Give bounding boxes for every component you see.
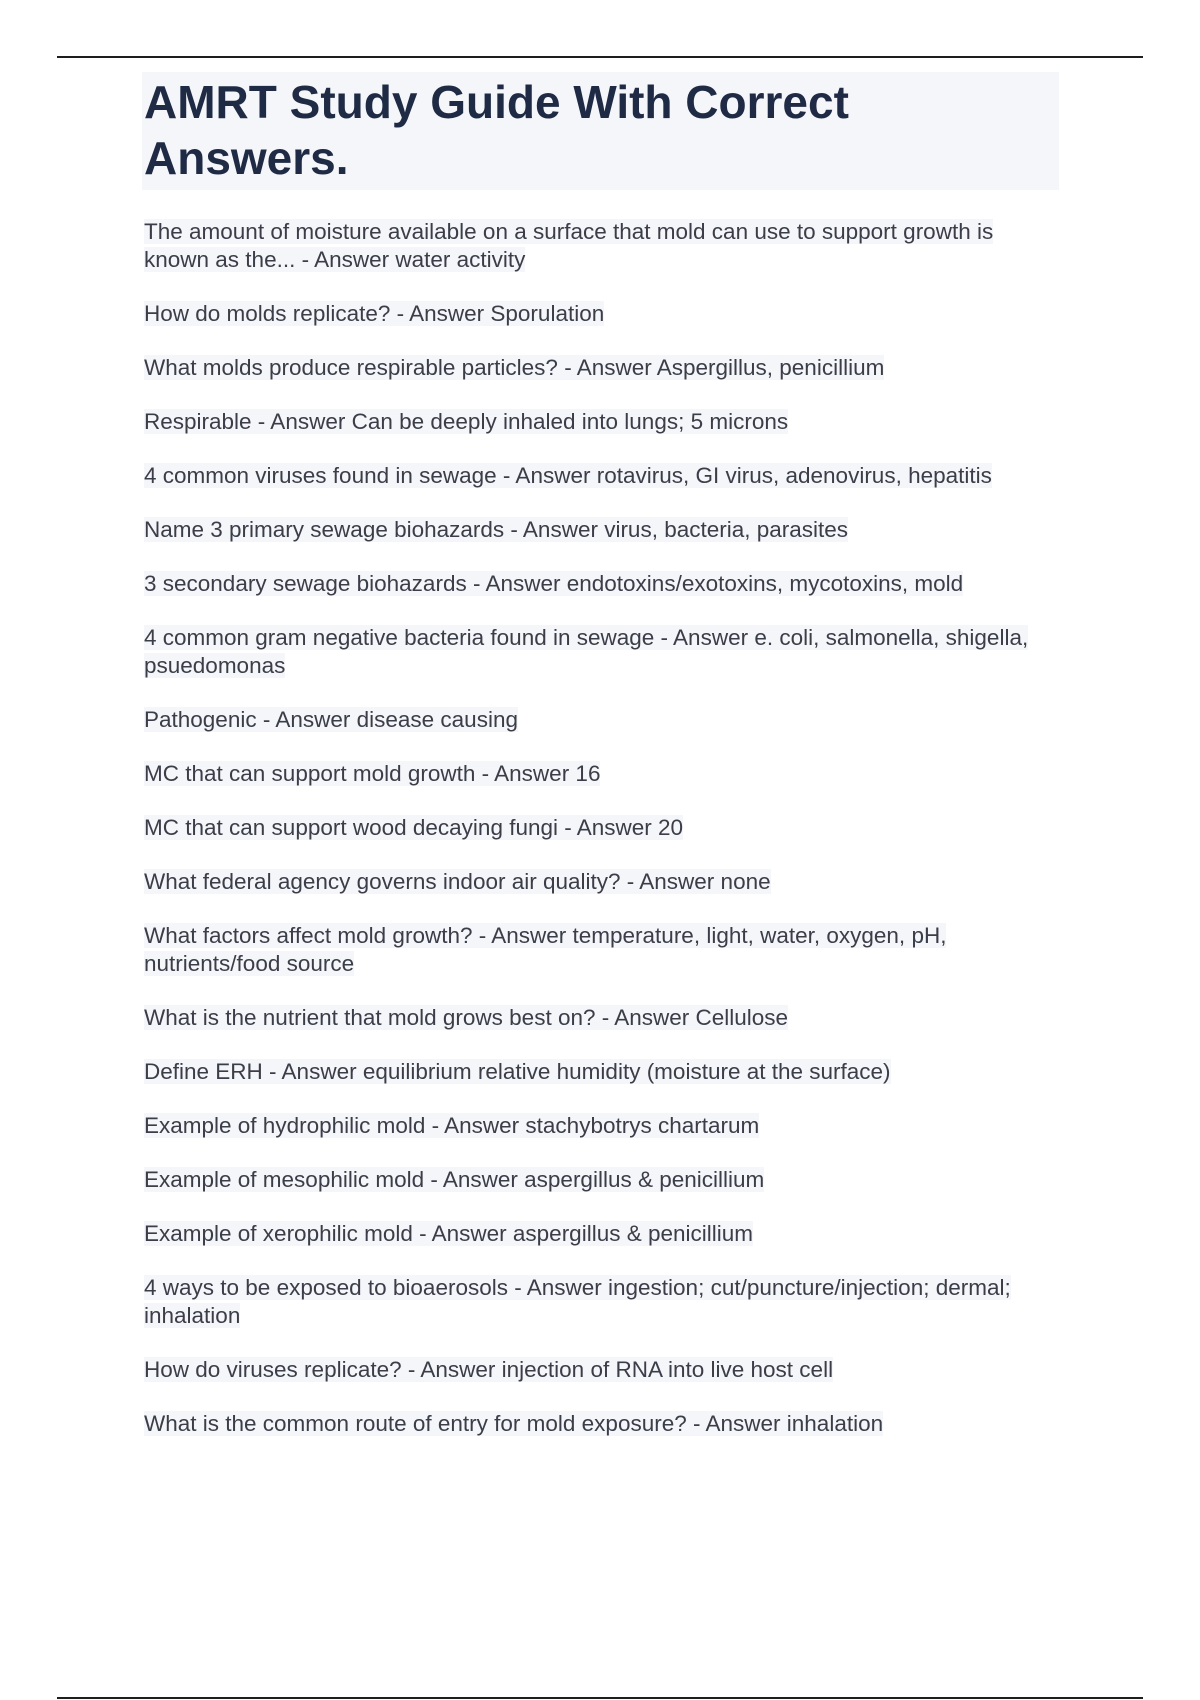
qa-text: The amount of moisture available on a surface that mold can use to support growth is known as the... - Answer water activity bbox=[144, 219, 994, 272]
qa-item bbox=[144, 922, 1059, 978]
top-rule bbox=[57, 56, 1143, 58]
qa-item bbox=[144, 408, 1059, 436]
qa-text: Pathogenic - Answer disease causing bbox=[144, 707, 518, 732]
qa-text: 4 common viruses found in sewage - Answer rotavirus, GI virus, adenovirus, hepatitis bbox=[144, 463, 992, 488]
qa-text: Name 3 primary sewage biohazards - Answer virus, bacteria, parasites bbox=[144, 517, 849, 542]
qa-text: MC that can support wood decaying fungi - Answer 20 bbox=[144, 815, 684, 840]
qa-text: MC that can support mold growth - Answer 16 bbox=[144, 761, 601, 786]
qa-text: What is the nutrient that mold grows best on? - Answer Cellulose bbox=[144, 1005, 789, 1030]
qa-item bbox=[144, 1356, 1059, 1384]
qa-item bbox=[144, 1274, 1059, 1330]
qa-text: Example of mesophilic mold - Answer aspergillus & penicillium bbox=[144, 1167, 765, 1192]
qa-item bbox=[144, 570, 1059, 598]
qa-item bbox=[144, 354, 1059, 382]
qa-text: How do molds replicate? - Answer Sporulation bbox=[144, 301, 605, 326]
qa-item bbox=[144, 760, 1059, 788]
qa-item bbox=[144, 218, 1059, 274]
qa-list bbox=[144, 218, 1059, 1438]
bottom-rule bbox=[57, 1697, 1143, 1699]
qa-text: What is the common route of entry for mold exposure? - Answer inhalation bbox=[144, 1411, 884, 1436]
qa-item bbox=[144, 1058, 1059, 1086]
qa-text: 4 common gram negative bacteria found in sewage - Answer e. coli, salmonella, shigella, psuedomonas bbox=[144, 625, 1029, 678]
qa-item bbox=[144, 516, 1059, 544]
qa-text: What factors affect mold growth? - Answer temperature, light, water, oxygen, pH, nutrients/food source bbox=[144, 923, 947, 976]
qa-text: Example of hydrophilic mold - Answer stachybotrys chartarum bbox=[144, 1113, 760, 1138]
qa-text: Example of xerophilic mold - Answer aspergillus & penicillium bbox=[144, 1221, 754, 1246]
qa-item bbox=[144, 624, 1059, 680]
qa-text: 3 secondary sewage biohazards - Answer endotoxins/exotoxins, mycotoxins, mold bbox=[144, 571, 964, 596]
qa-text: 4 ways to be exposed to bioaerosols - Answer ingestion; cut/puncture/injection; dermal; inhalation bbox=[144, 1275, 1011, 1328]
qa-item bbox=[144, 1410, 1059, 1438]
qa-item bbox=[144, 1004, 1059, 1032]
qa-item bbox=[144, 706, 1059, 734]
document-title: AMRT Study Guide With Correct Answers. bbox=[144, 76, 849, 184]
qa-text: Define ERH - Answer equilibrium relative humidity (moisture at the surface) bbox=[144, 1059, 891, 1084]
qa-item bbox=[144, 814, 1059, 842]
qa-text: What federal agency governs indoor air quality? - Answer none bbox=[144, 869, 771, 894]
qa-item bbox=[144, 1112, 1059, 1140]
qa-item bbox=[144, 462, 1059, 490]
title-block bbox=[142, 72, 1059, 190]
qa-item bbox=[144, 868, 1059, 896]
qa-text: How do viruses replicate? - Answer injection of RNA into live host cell bbox=[144, 1357, 834, 1382]
qa-text: What molds produce respirable particles? - Answer Aspergillus, penicillium bbox=[144, 355, 885, 380]
qa-item bbox=[144, 1220, 1059, 1248]
qa-item bbox=[144, 1166, 1059, 1194]
page-content bbox=[144, 72, 1059, 1464]
qa-text: Respirable - Answer Can be deeply inhaled into lungs; 5 microns bbox=[144, 409, 789, 434]
qa-item bbox=[144, 300, 1059, 328]
